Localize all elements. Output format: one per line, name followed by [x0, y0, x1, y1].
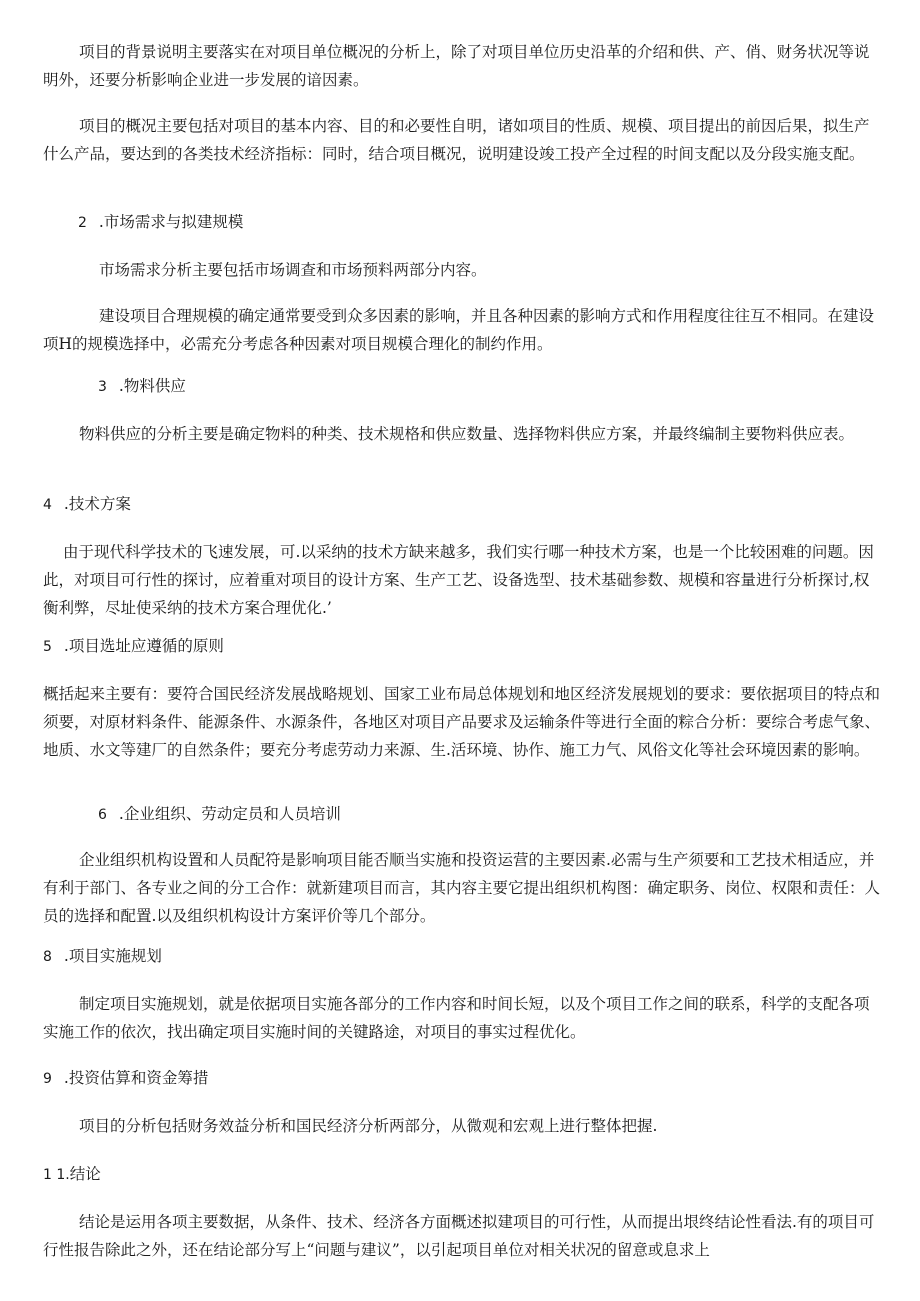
- heading-conclusion: [43, 1162, 101, 1187]
- heading-implementation-plan: [43, 944, 162, 969]
- heading-text: .物料供应: [118, 377, 186, 395]
- heading-number: 5: [43, 639, 52, 655]
- paragraph-organization: 企业组织机构设置和人员配符是影响项目能否顺当实施和投资运营的主要因素.必需与生产须要和工艺技术相适应，并有利于部门、各专业之间的分工合作：就新建项目而言，其内容主要它提出组织机构图：确定职务、岗位、权限和责任：人员的选择和配置.以及组织机构设计方案评价等几个部分。: [43, 851, 881, 925]
- paragraph-conclusion: 结论是运用各项主要数据，从条件、技术、经济各方面概述拟建项目的可行性，从而提出垠终结论性看法.有的项目可行性报告除此之外，还在结论部分写上“问题与建议”，以引起项目单位对相关状况的留意或息求上: [43, 1213, 875, 1259]
- heading-text: 结论: [69, 1165, 101, 1183]
- paragraph-material-supply: 物料供应的分析主要是确定物料的种类、技术规格和供应数量、选择物料供应方案，并最终编制主要物料供应表。: [79, 425, 855, 443]
- heading-organization-staffing: [98, 802, 341, 827]
- heading-text: .市场需求与拟建规模: [98, 213, 244, 231]
- heading-investment-estimate: [43, 1066, 208, 1091]
- heading-number: 9: [43, 1071, 52, 1087]
- paragraph-technical-plan: 由于现代科学技术的飞速发展，可.以采纳的技术方缺来越多，我们实行哪一种技术方案，也是一个比较困难的问题。因此，对项目可行性的探讨，应着重对项目的设计方案、生产工艺、设备选型、技术基础参数、规模和容量进行分析探讨,权衡利弊，尽址使采纳的技术方案合理优化.’: [43, 543, 874, 617]
- heading-number: 1 1.: [43, 1167, 70, 1183]
- heading-number: 8: [43, 949, 52, 965]
- heading-text: .项目选址应遵循的原则: [63, 637, 224, 655]
- heading-text: .企业组织、劳动定员和人员培训: [118, 805, 341, 823]
- paragraph-project-overview: 项目的概况主要包括对项目的基本内容、目的和必要性自明，诸如项目的性质、规模、项目提出的前因后果，拟生产什么产品，要达到的各类技术经济指标：同时，结合项目概况，说明建设竣工投产全过程的时间支配以及分段实施支配。: [43, 117, 870, 163]
- heading-text: .投资估算和资金筹措: [63, 1069, 209, 1087]
- paragraph-market-analysis: 市场需求分析主要包括市场调查和市场预料两部分内容。: [99, 261, 487, 279]
- paragraph-implementation-plan: 制定项目实施规划，就是依据项目实施各部分的工作内容和时间长短，以及个项目工作之间的联系，科学的支配各项实施工作的依次，找出确定项目实施时间的关键路途，对项目的事实过程优化。: [43, 995, 870, 1041]
- heading-number: 4: [43, 497, 52, 513]
- paragraph-investment-estimate: 项目的分析包括财务效益分析和国民经济分析两部分，从微观和宏观上进行整体把握.: [79, 1117, 658, 1135]
- heading-number: 6: [98, 807, 107, 823]
- heading-material-supply: [98, 374, 186, 399]
- paragraph-scale-determination: 建设项目合理规模的确定通常要受到众多因素的影响，并且各种因素的影响方式和作用程度往往互不相同。在建设项H的规模选择中，必需充分考虑各种因素对项目规模合理化的制约作用。: [43, 307, 875, 353]
- paragraph-project-background: 项目的背景说明主要落实在对项目单位概况的分析上，除了对项目单位历史沿革的介绍和供、产、俏、财务状况等说明外，还要分析影响企业进一步发展的谙因素。: [43, 43, 870, 89]
- paragraph-site-selection: 概括起来主要有：要符合国民经济发展战略规划、国家工业布局总体规划和地区经济发展规划的要求：要依据项目的特点和须要，对原材料条件、能源条件、水源条件，各地区对项目产品要求及运输条件等进行全面的粽合分析：要综合考虑气象、地质、水文等建厂的自然条件；要充分考虑劳动力来源、生.活环境、协作、施工力气、风俗文化等社会环境因素的影响。: [43, 685, 881, 759]
- heading-number: 3: [98, 379, 107, 395]
- heading-text: .技术方案: [63, 495, 131, 513]
- heading-text: .项目实施规划: [63, 947, 162, 965]
- heading-site-selection: [43, 634, 224, 659]
- heading-market-demand: [78, 210, 243, 235]
- heading-number: 2: [78, 215, 87, 231]
- heading-technical-plan: [43, 492, 131, 517]
